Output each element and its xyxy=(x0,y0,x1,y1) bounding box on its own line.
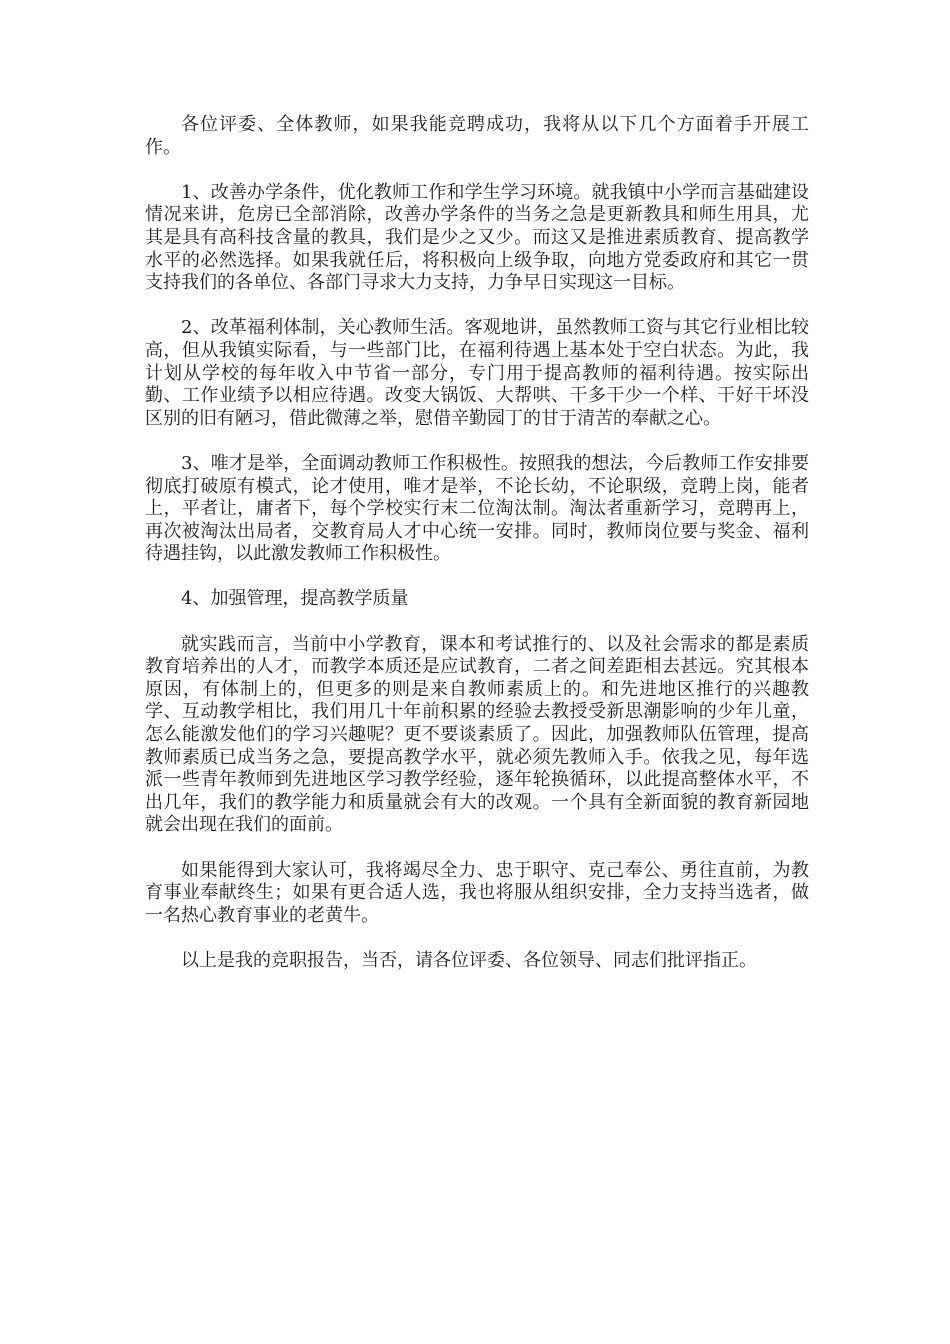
document-body xyxy=(145,114,809,995)
paragraph-point-4-body: 就实践而言，当前中小学教育，课本和考试推行的、以及社会需求的都是素质教育培养出的人才，而教学本质还是应试教育，二者之间差距相去甚远。究其根本原因，有体制上的，但更多的则是来自教师素质上的。和先进地区推行的兴趣教学、互动教学相比，我们用几十年前积累的经验去教授受新思潮影响的少年儿童，怎么能激发他们的学习兴趣呢？更不要谈素质了。因此，加强教师队伍管理，提高教师素质已成当务之急，要提高教学水平，就必须先教师入手。依我之见，每年选派一些青年教师到先进地区学习教学经验，逐年轮换循环，以此提高整体水平，不出几年，我们的教学能力和质量就会有大的改观。一个具有全新面貌的教育新园地就会出现在我们的面前。 xyxy=(145,633,809,836)
paragraph-point-1: 1、改善办学条件，优化教师工作和学生学习环境。就我镇中小学而言基础建设情况来讲，危房已全部消除，改善办学条件的当务之急是更新教具和师生用具，尤其是具有高科技含量的教具，我们是少之又少。而这又是推进素质教育、提高教学水平的必然选择。如果我就任后，将积极向上级争取，向地方党委政府和其它一贯支持我们的各单位、各部门寻求大力支持，力争早日实现这一目标。 xyxy=(145,181,809,294)
paragraph-intro: 各位评委、全体教师，如果我能竞聘成功，我将从以下几个方面着手开展工作。 xyxy=(145,114,809,158)
paragraph-point-2: 2、改革福利体制，关心教师生活。客观地讲，虽然教师工资与其它行业相比较高，但从我镇实际看，与一些部门比，在福利待遇上基本处于空白状态。为此，我计划从学校的每年收入中节省一部分，专门用于提高教师的福利待遇。按实际出勤、工作业绩予以相应待遇。改变大锅饭、大帮哄、干多干少一个样、干好干坏没区别的旧有陋习，借此微薄之举，慰借辛勤园丁的甘于清苦的奉献之心。 xyxy=(145,317,809,429)
paragraph-closing: 以上是我的竞职报告，当否，请各位评委、各位领导、同志们批评指正。 xyxy=(181,949,757,971)
paragraph-commitment: 如果能得到大家认可，我将竭尽全力、忠于职守、克己奉公、勇往直前，为教育事业奉献终生；如果有更合适人选，我也将服从组织安排，全力支持当选者，做一名热心教育事业的老黄牛。 xyxy=(145,859,809,926)
paragraph-point-4-heading: 4、加强管理，提高教学质量 xyxy=(181,588,409,610)
paragraph-point-3: 3、唯才是举，全面调动教师工作积极性。按照我的想法，今后教师工作安排要彻底打破原有模式，论才使用，唯才是举，不论长幼，不论职级，竞聘上岗，能者上，平者让，庸者下，每个学校实行末二位淘汰制。淘汰者重新学习，竞聘再上，再次被淘汰出局者，交教育局人才中心统一安排。同时，教师岗位要与奖金、福利待遇挂钩，以此激发教师工作积极性。 xyxy=(145,452,809,565)
